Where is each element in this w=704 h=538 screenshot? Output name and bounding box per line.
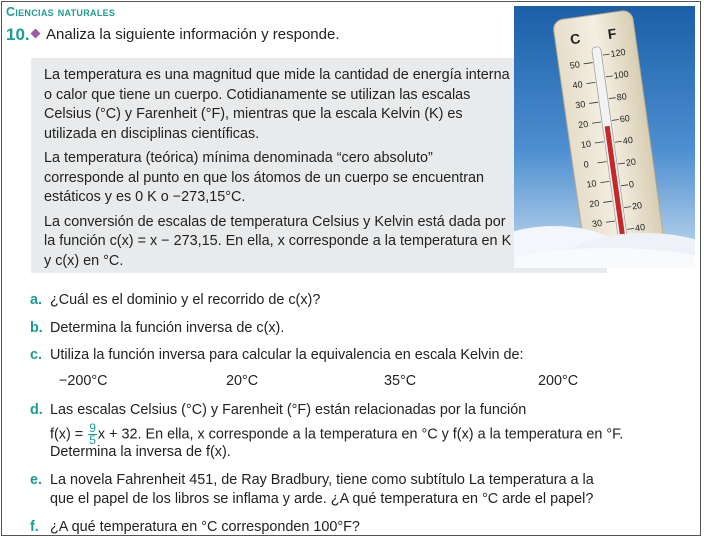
thermometer-illustration bbox=[514, 6, 695, 268]
fahrenheit-tick-label: 20 bbox=[631, 200, 643, 212]
fahrenheit-tick-label: 0 bbox=[628, 179, 635, 190]
fahrenheit-tick-label: 40 bbox=[622, 134, 634, 147]
temperature-value-1: −200°C bbox=[59, 373, 108, 389]
info-paragraph-2: La temperatura (teórica) mínima denominada “cero absoluto” corresponde al punto en que los átomos de un cuerpo se encuentran estáticos y es 0 K o −273,15°C. bbox=[44, 150, 485, 205]
fahrenheit-tick-label: 80 bbox=[616, 91, 628, 103]
question-c bbox=[30, 346, 524, 364]
temperature-value-4: 200°C bbox=[538, 373, 579, 389]
question-b-letter: b. bbox=[30, 320, 43, 336]
question-e bbox=[30, 471, 594, 489]
question-b bbox=[30, 319, 285, 337]
fahrenheit-tick-label: 60 bbox=[619, 112, 631, 125]
question-a bbox=[30, 291, 321, 309]
fahrenheit-label: F bbox=[606, 25, 618, 43]
question-c-text: Utiliza la función inversa para calcular la equivalencia en escala Kelvin de: bbox=[50, 347, 524, 363]
fraction-denominator: 5 bbox=[89, 433, 96, 447]
question-e-line2: que el papel de los libros se inflama y arde. ¿A qué temperatura en °C arde el papel? bbox=[50, 491, 594, 507]
question-b-text: Determina la función inversa de c(x). bbox=[50, 320, 285, 336]
question-f-letter: f. bbox=[30, 519, 39, 535]
question-c-letter: c. bbox=[30, 347, 43, 363]
fahrenheit-tick-label: 100 bbox=[612, 68, 630, 81]
info-paragraph-3: La conversión de escalas de temperatura Celsius y Kelvin está dada por la función c(x) = x − 273,15. En ella, x corresponde a la temperatura en K y c(x) en °C. bbox=[44, 213, 512, 269]
question-d-letter: d. bbox=[30, 402, 43, 418]
celsius-tick-label: 10 bbox=[580, 138, 592, 150]
celsius-tick-label: 20 bbox=[577, 118, 589, 131]
question-a-letter: a. bbox=[30, 292, 43, 308]
question-a-text: ¿Cuál es el dominio y el recorrido de c(x)? bbox=[50, 292, 321, 308]
exercise-instruction: Analiza la siguiente información y responde. bbox=[46, 26, 340, 43]
question-f bbox=[30, 518, 360, 536]
info-text bbox=[44, 66, 512, 276]
question-d bbox=[30, 401, 527, 419]
question-d-line3: Determina la inversa de f(x). bbox=[50, 444, 231, 460]
fahrenheit-tick-label: 20 bbox=[625, 156, 637, 168]
thermometer-photo bbox=[514, 6, 695, 268]
celsius-tick-label: 40 bbox=[571, 79, 584, 91]
question-f-text: ¿A qué temperatura en °C corresponden 100°F? bbox=[50, 519, 360, 535]
info-paragraph-1: La temperatura es una magnitud que mide la cantidad de energía interna o calor que tiene un cuerpo. Cotidianamente se utilizan las escalas Celsius (°C) y Farenheit (°F), mientras que la escala Kelvin (K) es utilizada en disciplinas científicas. bbox=[44, 67, 510, 142]
celsius-tick-label: 30 bbox=[574, 99, 587, 111]
celsius-label: C bbox=[569, 30, 582, 48]
question-d-line1: Las escalas Celsius (°C) y Farenheit (°F) están relacionadas por la función bbox=[50, 402, 527, 418]
temperature-value-3: 35°C bbox=[384, 373, 417, 389]
fraction-numerator: 9 bbox=[89, 421, 96, 435]
celsius-tick-label: 10 bbox=[585, 178, 598, 190]
celsius-tick-label: 30 bbox=[591, 217, 603, 230]
celsius-tick-label: 50 bbox=[569, 59, 581, 71]
celsius-tick-label: 0 bbox=[583, 159, 590, 170]
fahrenheit-tick-label: 120 bbox=[609, 46, 627, 59]
temperature-value-2: 20°C bbox=[226, 373, 259, 389]
question-e-letter: e. bbox=[30, 472, 43, 488]
section-title: Ciencias naturales bbox=[6, 5, 116, 19]
exercise-number: 10. bbox=[6, 25, 30, 44]
formula-prefix: f(x) = bbox=[50, 426, 88, 443]
question-e-line1: La novela Fahrenheit 451, de Ray Bradbury, tiene como subtítulo La temperatura a la bbox=[50, 472, 594, 488]
formula-suffix: x + 32. En ella, x corresponde a la temperatura en °C y f(x) a la temperatura en °F. bbox=[97, 426, 624, 443]
celsius-tick-label: 20 bbox=[588, 198, 600, 210]
fahrenheit-tick-label: 40 bbox=[634, 221, 646, 234]
